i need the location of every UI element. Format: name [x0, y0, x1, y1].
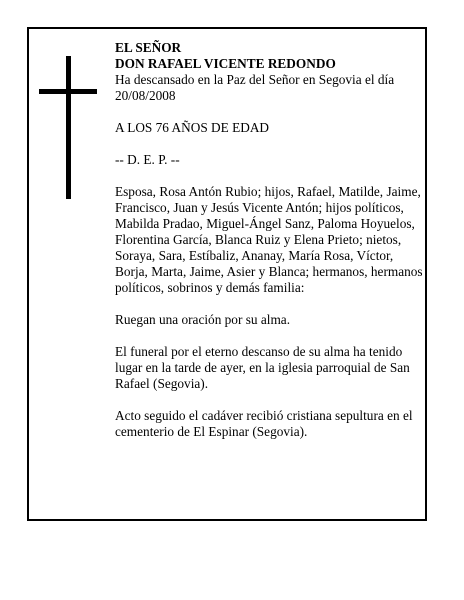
funeral-paragraph: El funeral por el eterno descanso de su alma ha tenido lugar en la tarde de ayer, en la iglesia parroquial de San Rafael (Segovia).: [115, 344, 410, 391]
obituary-text: [115, 40, 423, 456]
rest-statement: Ha descansado en la Paz del Señor en Segovia el día 20/08/2008: [115, 72, 395, 103]
obituary-heading: [115, 40, 423, 72]
latin-cross-icon: [39, 56, 97, 199]
obituary-notice: [27, 27, 427, 521]
burial-paragraph: Acto seguido el cadáver recibió cristiana sepultura en el cementerio de El Espinar (Segovia).: [115, 408, 413, 439]
deceased-name: DON RAFAEL VICENTE REDONDO: [115, 56, 336, 71]
family-paragraph: Esposa, Rosa Antón Rubio; hijos, Rafael, Matilde, Jaime, Francisco, Juan y Jesús Vicente Antón; hijos políticos, Mabilda Pradao, Miguel-Ángel Sanz, Paloma Hoyuelos, Florentina García, Blanca Ruiz y Elena Prieto; nietos, Soraya, Sara, Estíbaliz, Ananay, María Rosa, Víctor, Borja, Marta, Jaime, Asier y Blanca; hermanos, hermanos políticos, sobrinos y demás familia:: [115, 184, 423, 295]
prayer-line: Ruegan una oración por su alma.: [115, 312, 291, 327]
title-line-1: EL SEÑOR: [115, 40, 182, 55]
dep-line: -- D. E. P. --: [115, 152, 180, 167]
cross-vertical-bar: [66, 56, 71, 199]
cross-horizontal-bar: [39, 89, 97, 94]
age-line: A LOS 76 AÑOS DE EDAD: [115, 120, 270, 135]
